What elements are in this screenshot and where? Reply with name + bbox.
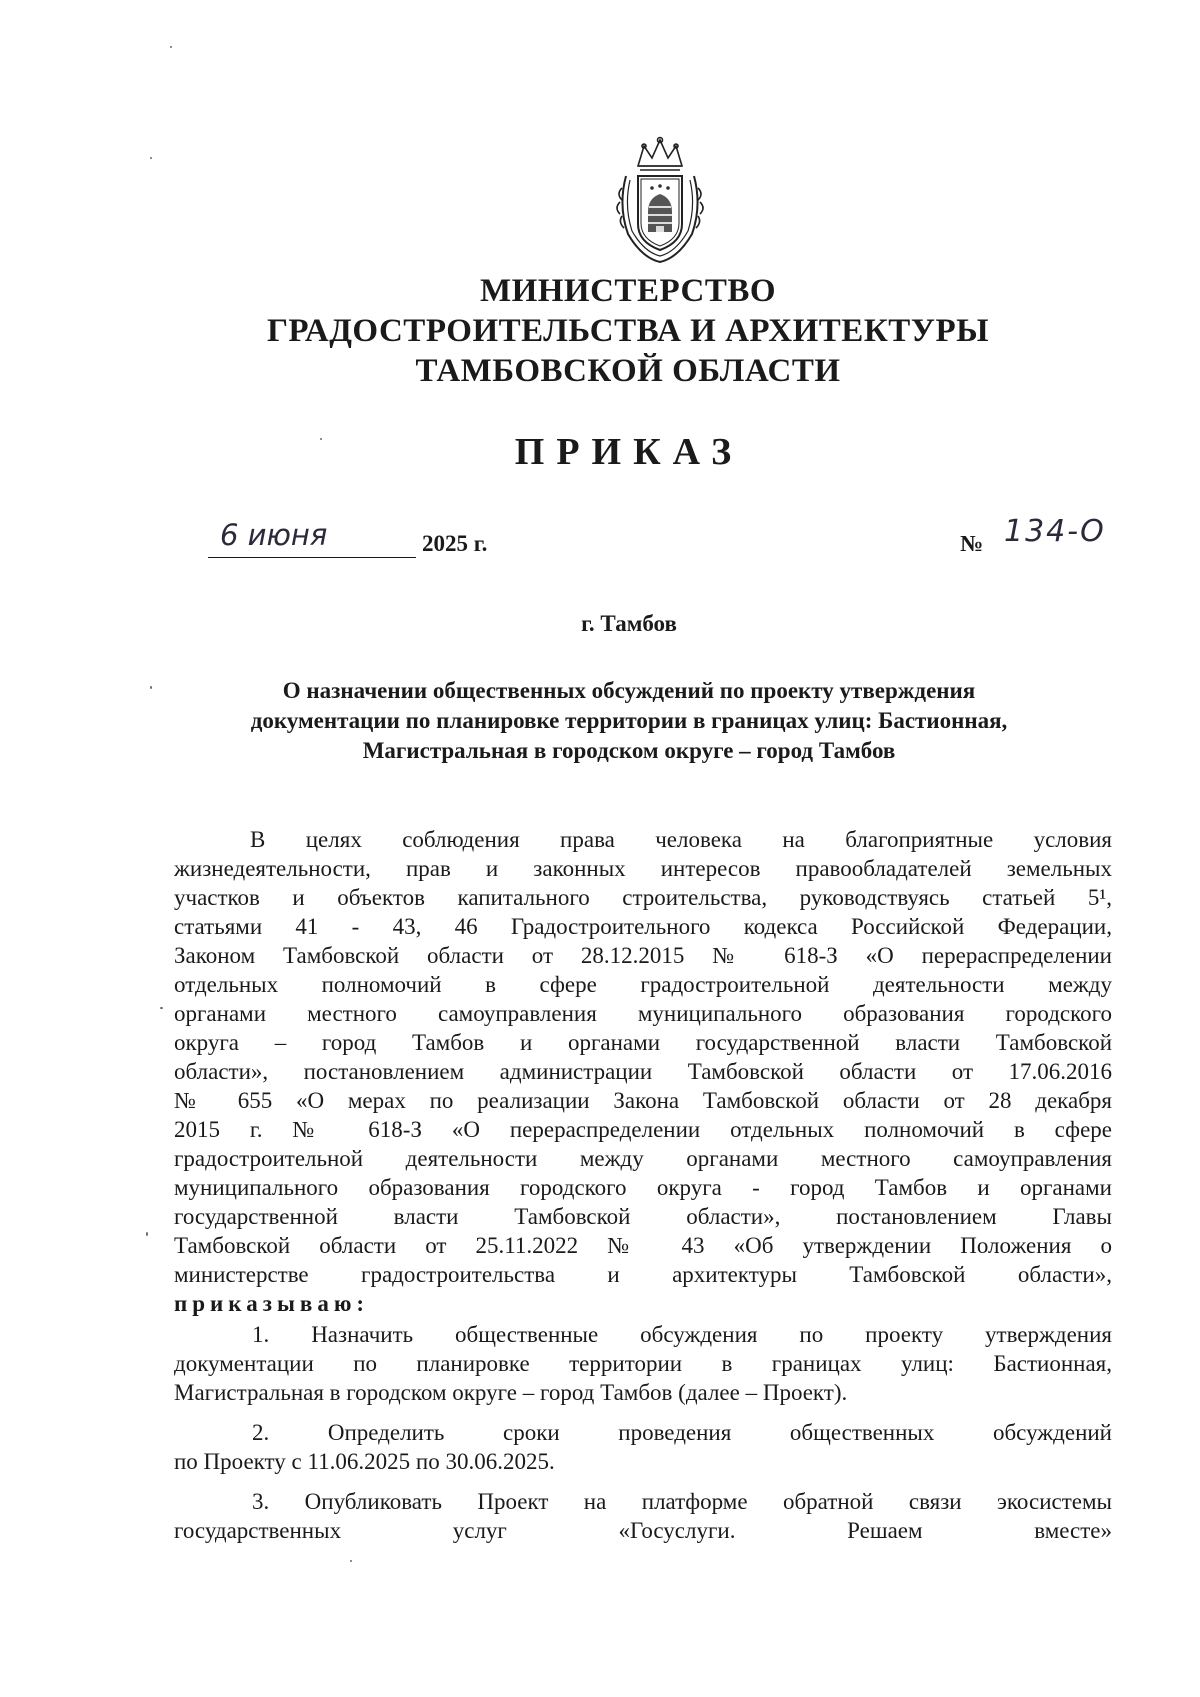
document-type-title: ПРИКАЗ [514, 431, 744, 473]
body-line-4: статьями 41 - 43, 46 Градостроительного кодекса Российской Федерации, [174, 914, 1112, 939]
body-line-15: Тамбовской области от 25.11.2022 № 43 «Об утверждении Положения о [174, 1233, 1112, 1258]
order-word: приказываю: [174, 1291, 370, 1316]
date-underline [208, 557, 416, 558]
body-line-10: № 655 «О мерах по реализации Закона Тамбовской области от 28 декабря [174, 1088, 1112, 1113]
scan-speck [150, 686, 152, 689]
scan-speck [350, 1560, 352, 1562]
ministry-name-line-2: ГРАДОСТРОИТЕЛЬСТВА И АРХИТЕКТУРЫ [266, 313, 990, 349]
subject-line-2: документации по планировке территории в границах улиц: Бастионная, [250, 708, 1008, 733]
number-sign: № [960, 531, 984, 556]
body-line-7: органами местного самоуправления муниципального образования городского [174, 1001, 1112, 1026]
body-line-1: В целях соблюдения права человека на благоприятные условия [250, 827, 1112, 852]
body-line-3: участков и объектов капитального строительства, руководствуясь статьей 5¹, [174, 885, 1112, 910]
body-line-16: министерстве градостроительства и архитектуры Тамбовской области», [174, 1262, 1112, 1287]
body-line-9: области», постановлением администрации Тамбовской области от 17.06.2016 [174, 1059, 1112, 1084]
city-of-issue: г. Тамбов [581, 611, 677, 636]
item-2-line-1: 2. Определить сроки проведения общественных обсуждений [252, 1420, 1112, 1445]
subject-line-1: О назначении общественных обсуждений по проекту утверждения [282, 678, 976, 703]
item-2-line-2: по Проекту с 11.06.2025 по 30.06.2025. [174, 1449, 555, 1474]
body-line-5: Законом Тамбовской области от 28.12.2015 № 618-З «О перераспределении [174, 943, 1112, 968]
tambov-coat-of-arms-icon [608, 136, 712, 264]
item-1-line-2: документации по планировке территории в границах улиц: Бастионная, [174, 1351, 1112, 1376]
date-year: 2025 г. [422, 531, 488, 556]
body-line-13: муниципального образования городского округа - город Тамбов и органами [174, 1175, 1112, 1200]
body-line-11: 2015 г. № 618-З «О перераспределении отдельных полномочий в сфере [174, 1117, 1112, 1142]
scan-speck [146, 1232, 148, 1236]
ministry-name-line-3: ТАМБОВСКОЙ ОБЛАСТИ [415, 353, 841, 389]
body-line-8: округа – город Тамбов и органами государственной власти Тамбовской [174, 1030, 1112, 1055]
scan-speck [320, 438, 322, 440]
item-1-line-1: 1. Назначить общественные обсуждения по проекту утверждения [252, 1322, 1112, 1347]
scan-speck [150, 157, 152, 159]
item-1-line-3: Магистральная в городском округе – город Тамбов (далее – Проект). [174, 1380, 848, 1405]
item-3-line-2: государственных услуг «Госуслуги. Решаем вместе» [174, 1518, 1112, 1543]
subject-line-3: Магистральная в городском округе – город Тамбов [362, 738, 896, 763]
body-line-2: жизнедеятельности, прав и законных интересов правообладателей земельных [174, 856, 1112, 881]
body-line-14: государственной власти Тамбовской области», постановлением Главы [174, 1204, 1112, 1229]
scan-speck [160, 1007, 163, 1009]
scan-speck [170, 46, 172, 48]
body-line-6: отдельных полномочий в сфере градостроительной деятельности между [174, 972, 1112, 997]
body-line-12: градостроительной деятельности между органами местного самоуправления [174, 1146, 1112, 1171]
handwritten-document-number: 134-О [1004, 514, 1106, 549]
ministry-name-line-1: МИНИСТЕРСТВО [479, 273, 777, 309]
handwritten-date: 6 июня [220, 518, 328, 552]
item-3-line-1: 3. Опубликовать Проект на платформе обратной связи экосистемы [252, 1489, 1112, 1514]
